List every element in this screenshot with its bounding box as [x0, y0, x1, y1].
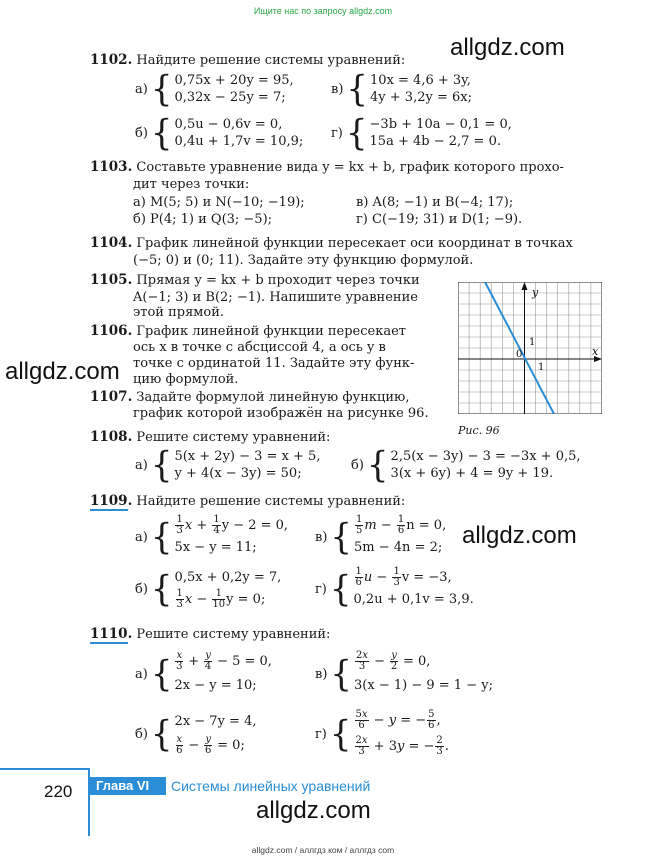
figure-96-graph [458, 282, 602, 414]
y-tick-label: 1 [529, 337, 536, 348]
system-1102-v: в) { 10x = 4,6 + 3y, 4y + 3,2y = 6x; [331, 68, 472, 110]
problem-1107-line1: 1107. Задайте формулой линейную функцию, [90, 389, 410, 405]
system-1110-b: б) { 2x − 7y = 4, $\frac{x}{6}$ − $\frac{y}{6}$ = 0; [135, 713, 257, 756]
system-1102-b: б) { 0,5u − 0,6v = 0, 0,4u + 1,7v = 10,9; [135, 112, 304, 154]
watermark: allgdz.com [256, 797, 371, 824]
x-axis-label: x [592, 345, 599, 358]
system-1109-g: г) { $\frac{1}{6}$ u − $\frac{1}{3}$ v = −3, 0,2u + 0,1v = 3,9. [315, 566, 474, 610]
problem-1105-line2: A(−1; 3) и B(2; −1). Напишите уравнение [133, 290, 418, 305]
problem-1102-title: 1102. Найдите решение системы уравнений: [90, 52, 406, 68]
problem-1105-line3: этой прямой. [133, 305, 225, 320]
problem-1103-v: в) A(8; −1) и B(−4; 17); [356, 195, 514, 210]
footer-rule [0, 768, 90, 770]
problem-1106-line3: точке с ординатой 11. Задайте эту функ- [133, 356, 415, 371]
figure-96-caption: Рис. 96 [458, 424, 500, 437]
problem-1103-line1: 1103. Составьте уравнение вида y = kx + b, график которого прохо- [90, 159, 564, 175]
problem-1107-line2: график которой изображён на рисунке 96. [133, 406, 429, 421]
problem-1103-b: б) P(4; 1) и Q(3; −5); [133, 212, 273, 227]
y-axis-label: y [532, 286, 539, 299]
system-1108-a: а) { 5(x + 2y) − 3 = x + 5, y + 4(x − 3y) = 50; [135, 444, 321, 486]
system-1109-v: в) { $\frac{1}{5}$ m − $\frac{1}{6}$ n = 0, 5m − 4n = 2; [315, 514, 447, 558]
problem-1104-line1: 1104. График линейной функции пересекает оси координат в точках [90, 235, 573, 251]
problem-1104-line2: (−5; 0) и (0; 11). Задайте эту функцию формулой. [133, 253, 474, 268]
problem-1108-title: 1108. Решите систему уравнений: [90, 429, 331, 445]
x-tick-label: 1 [538, 362, 545, 373]
page-number: 220 [44, 782, 73, 801]
system-1109-b: б) { 0,5x + 0,2y = 7, $\frac{1}{3}$ x − $\frac{1}{10}$ y = 0; [135, 568, 282, 610]
system-1110-v: в) { $\frac{2x}{3}$ − $\frac{y}{2}$ = 0, 3(x − 1) − 9 = 1 − y; [315, 650, 493, 695]
system-1102-a: а) { 0,75x + 20y = 95, 0,32x − 25y = 7; [135, 68, 294, 110]
problem-1109-underline [90, 509, 128, 511]
system-1110-g: г) { $\frac{5x}{6}$ − y = − $\frac{5}{6}$ , $\frac{2x}{3}$ + 3y = − $\frac{2}{3}$ . [315, 709, 449, 757]
chapter-label: Глава VI [90, 777, 166, 795]
watermark: allgdz.com [450, 34, 565, 61]
problem-1110-underline [90, 642, 128, 644]
problem-1109-title: 1109. Найдите решение системы уравнений: [90, 493, 406, 509]
top-search-link[interactable]: Ищите нас по запросу allgdz.com [253, 6, 393, 16]
problem-1103-g: г) C(−19; 31) и D(1; −9). [356, 212, 523, 227]
problem-1106-line4: цию формулой. [133, 372, 239, 387]
problem-1106-line2: ось x в точке с абсциссой 4, а ось y в [133, 340, 386, 355]
problem-1106-line1: 1106. График линейной функции пересекает [90, 323, 406, 339]
system-1108-b: б) { 2,5(x − 3y) − 3 = −3x + 0,5, 3(x + 6y) + 4 = 9y + 19. [351, 444, 581, 486]
system-1109-a: а) { $\frac{1}{3}$ x + $\frac{1}{4}$ y − 2 = 0, 5x − y = 11; [135, 514, 289, 558]
system-1102-g: г) { −3b + 10a − 0,1 = 0, 15a + 4b − 2,7 = 0. [331, 112, 512, 154]
problem-1110-title: 1110. Решите систему уравнений: [90, 626, 331, 642]
problem-1105-line1: 1105. Прямая y = kx + b проходит через точки [90, 272, 420, 288]
system-1110-a: а) { $\frac{x}{3}$ + $\frac{y}{4}$ − 5 = 0, 2x − y = 10; [135, 650, 272, 695]
watermark: allgdz.com [5, 358, 120, 385]
chapter-title: Системы линейных уравнений [171, 778, 371, 794]
watermark: allgdz.com [462, 522, 577, 549]
bottom-links[interactable]: allgdz.com / аллгдз ком / аллгдз com [251, 845, 395, 855]
origin-label: 0 [516, 349, 523, 360]
problem-1103-line2: дит через точки: [133, 177, 250, 192]
problem-1103-a: а) M(5; 5) и N(−10; −19); [133, 195, 305, 210]
